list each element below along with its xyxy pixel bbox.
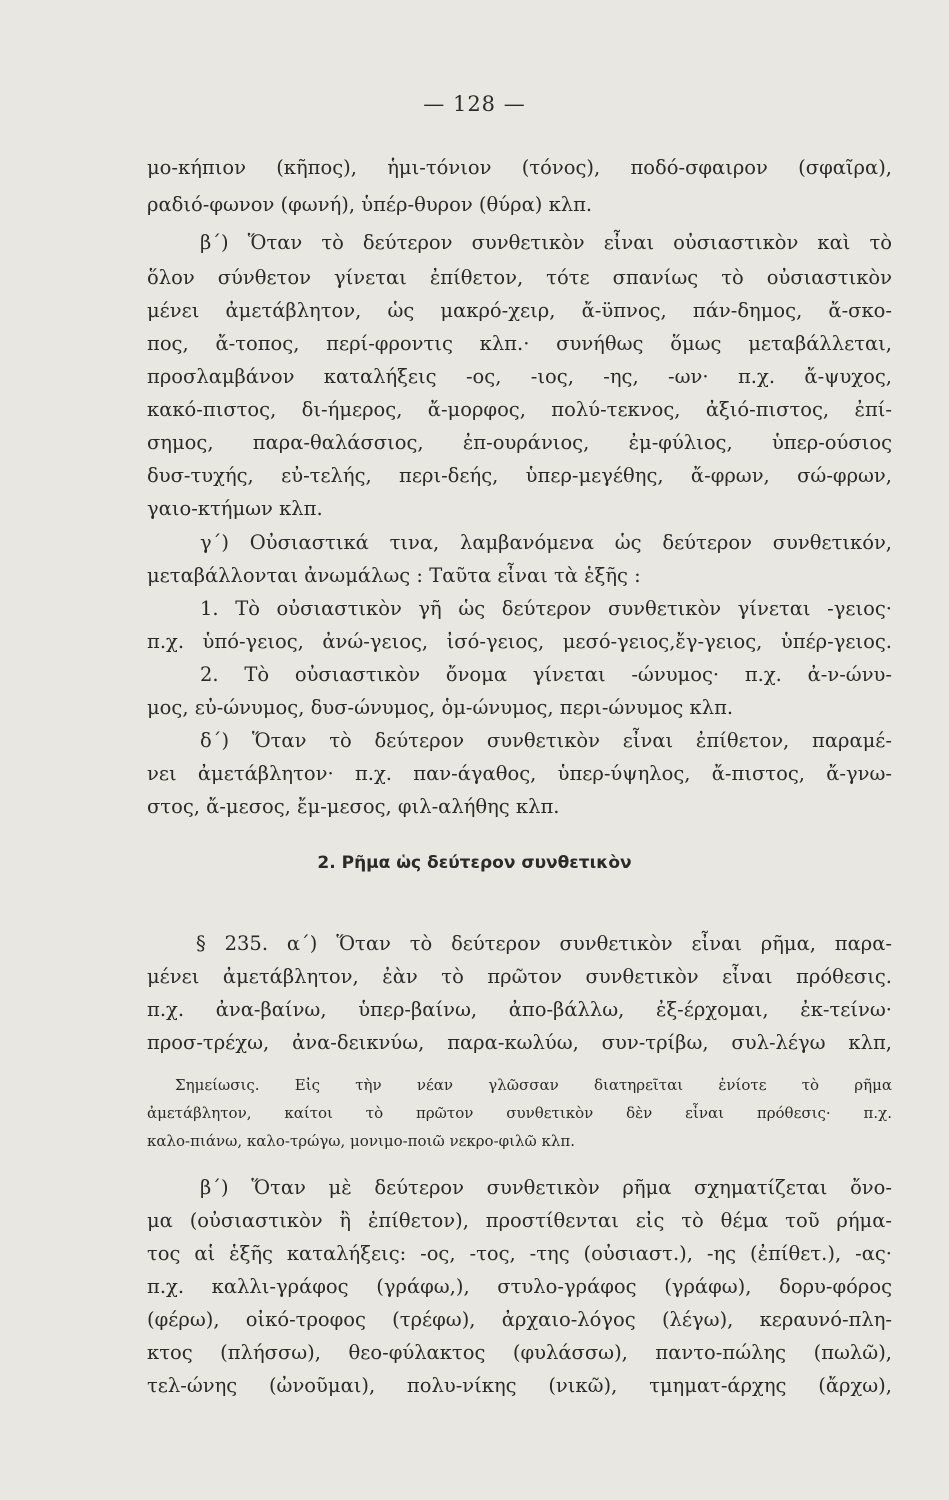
text-line: κτος (πλήσσω), θεο-φύλακτος (φυλάσσω), παντο-πώλης (πωλῶ), [147,1341,892,1364]
text-line: δυσ-τυχής, εὐ-τελής, περι-δεής, ὑπερ-μεγέθης, ἄ-φρων, σώ-φρων, [147,464,892,487]
text-line: μένει ἀμετάβλητον, ὡς μακρό-χειρ, ἄ-ϋπνος, πάν-δημος, ἄ-σκο- [147,299,892,322]
text-line: π.χ. ὑπό-γειος, ἀνώ-γειος, ἰσό-γειος, μεσό-γειος,ἔγ-γειος, ὑπέρ-γειος. [147,630,892,653]
text-line: ραδιό-φωνον (φωνή), ὑπέρ-θυρον (θύρα) κλπ. [147,193,593,216]
text-line: σημος, παρα-θαλάσσιος, ἐπ-ουράνιος, ἐμ-φύλιος, ὑπερ-ούσιος [147,431,892,454]
text-line: νει ἀμετάβλητον· π.χ. παν-άγαθος, ὑπερ-ύψηλος, ἄ-πιστος, ἄ-γνω- [147,762,892,785]
text-line: 1. Τὸ οὐσιαστικὸν γῆ ὡς δεύτερον συνθετικὸν γίνεται -γειος· [200,597,892,620]
text-line: β΄) Ὅταν μὲ δεύτερον συνθετικὸν ρῆμα σχηματίζεται ὄνο- [200,1176,892,1199]
text-line: γ΄) Οὐσιαστικά τινα, λαμβανόμενα ὡς δεύτερον συνθετικόν, [200,531,892,554]
text-line: 2. Τὸ οὐσιαστικὸν ὄνομα γίνεται -ώνυμος· π.χ. ἀ-ν-ώνυ- [200,663,892,686]
text-line: προσλαμβάνον καταλήξεις -ος, -ιος, -ης, -ων· π.χ. ἄ-ψυχος, [147,365,892,388]
text-line: τελ-ώνης (ὠνοῦμαι), πολυ-νίκης (νικῶ), τμηματ-άρχης (ἄρχω), [147,1374,892,1397]
text-line: τος αἱ ἑξῆς καταλήξεις: -ος, -τος, -της (οὐσιαστ.), -ης (ἐπίθετ.), -ας· [147,1242,892,1265]
note-line: καλο-πιάνω, καλο-τρώγω, μονιμο-ποιῶ νεκρο-φιλῶ κλπ. [147,1132,576,1150]
text-line: μένει ἀμετάβλητον, ἐὰν τὸ πρῶτον συνθετικὸν εἶναι πρόθεσις. [147,965,892,988]
text-line: μεταβάλλονται ἀνωμάλως : Ταῦτα εἶναι τὰ ἑξῆς : [147,564,641,587]
note-line: Σημείωσις. Εἰς τὴν νέαν γλῶσσαν διατηρεῖται ἐνίοτε τὸ ρῆμα [175,1076,892,1094]
text-line: μο-κήπιον (κῆπος), ἡμι-τόνιον (τόνος), ποδό-σφαιρον (σφαῖρα), [147,156,892,179]
text-line: στος, ἄ-μεσος, ἔμ-μεσος, φιλ-αλήθης κλπ. [147,795,560,818]
text-line: προσ-τρέχω, ἀνα-δεικνύω, παρα-κωλύω, συν-τρίβω, συλ-λέγω κλπ, [147,1031,892,1054]
text-line: δ΄) Ὅταν τὸ δεύτερον συνθετικὸν εἶναι ἐπίθετον, παραμέ- [200,729,892,752]
text-line: γαιο-κτήμων κλπ. [147,497,323,520]
text-line: κακό-πιστος, δι-ήμερος, ἄ-μορφος, πολύ-τεκνος, ἀξιό-πιστος, ἐπί- [147,398,892,421]
text-line: μος, εὐ-ώνυμος, δυσ-ώνυμος, ὁμ-ώνυμος, περι-ώνυμος κλπ. [147,696,734,719]
text-line: ὅλον σύνθετον γίνεται ἐπίθετον, τότε σπανίως τὸ οὐσιαστικὸν [147,266,892,289]
text-line: β΄) Ὅταν τὸ δεύτερον συνθετικὸν εἶναι οὐσιαστικὸν καὶ τὸ [200,231,892,254]
text-line: π.χ. ἀνα-βαίνω, ὑπερ-βαίνω, ἀπο-βάλλω, ἐξ-έρχομαι, ἐκ-τείνω· [147,998,892,1021]
text-line: πος, ἄ-τοπος, περί-φροντις κλπ.· συνήθως ὅμως μεταβάλλεται, [147,332,892,355]
text-line: μα (οὐσιαστικὸν ἢ ἐπίθετον), προστίθενται εἰς τὸ θέμα τοῦ ρήμα- [147,1209,892,1232]
text-line: (φέρω), οἰκό-τροφος (τρέφω), ἀρχαιο-λόγος (λέγω), κεραυνό-πλη- [147,1308,892,1331]
section-heading: 2. Ρῆμα ὡς δεύτερον συνθετικὸν [317,853,632,873]
page-number: — 128 — [423,92,526,116]
text-line: § 235. α΄) Ὅταν τὸ δεύτερον συνθετικὸν εἶναι ρῆμα, παρα- [196,932,892,955]
note-line: ἀμετάβλητον, καίτοι τὸ πρῶτον συνθετικὸν δὲν εἶναι πρόθεσις· π.χ. [147,1104,892,1122]
text-line: π.χ. καλλι-γράφος (γράφω,), στυλο-γράφος (γράφω), δορυ-φόρος [147,1275,892,1298]
